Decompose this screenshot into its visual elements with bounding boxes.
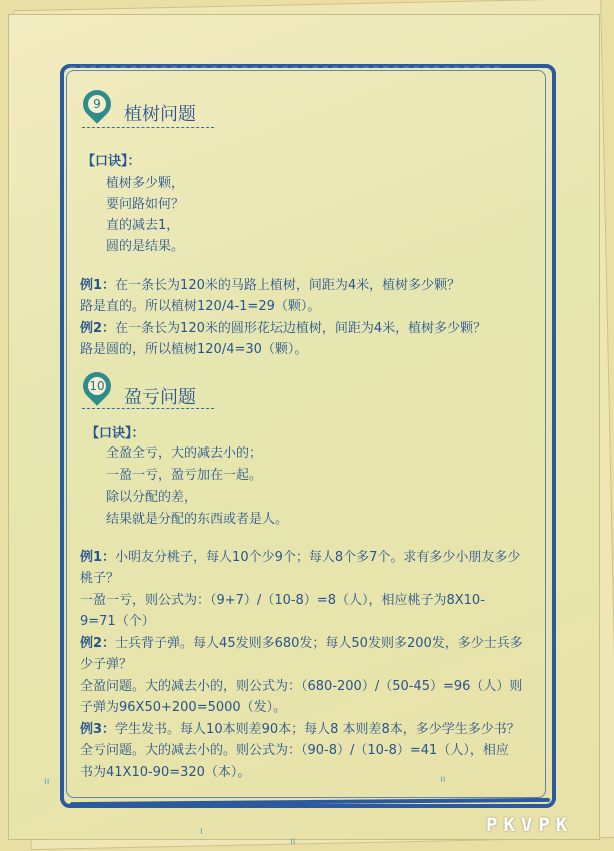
example-line: 书为41X10-90=320（本）。 [80,765,251,780]
section-number: 9 [93,97,101,111]
example-line: 路是圆的，所以植树120/4=30（颗）。 [80,342,308,357]
section-title: 植树问题 [124,104,196,125]
watermark: PKVPK [486,814,574,836]
frame-top-dashes [70,66,500,68]
grass-decoration-icon: ı [200,826,203,837]
example-line: 例2：在一条长为120米的圆形花坛边植树，间距为4米，植树多少颗？ [80,321,487,336]
example-line: 路是直的。所以植树120/4-1=29（颗）。 [80,299,321,314]
grass-decoration-icon: ıı [440,774,446,785]
example-line: 例3：学生发书。每人10本则差90本；每人8 本则差8本，多少学生多少书？ [80,722,520,737]
section-title: 盈亏问题 [124,387,196,408]
example-line: 桃子？ [80,571,120,586]
grass-decoration-icon: ıı [44,776,50,787]
rhyme-label: 【口诀】： [82,154,141,169]
example-line: 例1：在一条长为120米的马路上植树，间距为4米，植树多少颗？ [80,278,461,293]
section-title-underline [82,127,214,128]
rhyme-line: 除以分配的差， [106,490,198,505]
section-number: 10 [89,379,105,393]
example-line: 例1：小明友分桃子，每人10个少9个；每人8个多7个。求有多少小朋友多少 [80,550,521,565]
rhyme-line: 直的减去1， [106,218,180,233]
example-line: 少子弹？ [80,657,133,672]
rhyme-line: 一盈一亏，盈亏加在一起。 [106,468,263,483]
rhyme-line: 全盈全亏，大的减去小的； [106,446,263,461]
rhyme-line: 植树多少颗， [106,176,185,191]
section-title-underline [82,408,214,409]
example-line: 全盈问题。大的减去小的，则公式为：（680-200）/（50-45）=96（人）则 [80,679,523,694]
example-line: 例2：士兵背子弹。每人45发则多680发；每人50发则多200发，多少士兵多 [80,636,523,651]
example-line: 一盈一亏，则公式为：（9+7）/（10-8）=8（人），相应桃子为8X10- [80,593,485,608]
rhyme-line: 圆的是结果。 [106,239,185,254]
grass-decoration-icon: ıı [290,836,296,847]
example-line: 全亏问题。大的减去小的。则公式为：（90-8）/（10-8）=41（人），相应 [80,743,509,758]
example-line: 子弹为96X50+200=5000（发）。 [80,700,287,715]
example-line: 9=71（个） [80,614,155,629]
rhyme-line: 要问路如何？ [106,197,185,212]
rhyme-line: 结果就是分配的东西或者是人。 [106,512,289,527]
rhyme-label: 【口诀】： [86,426,145,441]
